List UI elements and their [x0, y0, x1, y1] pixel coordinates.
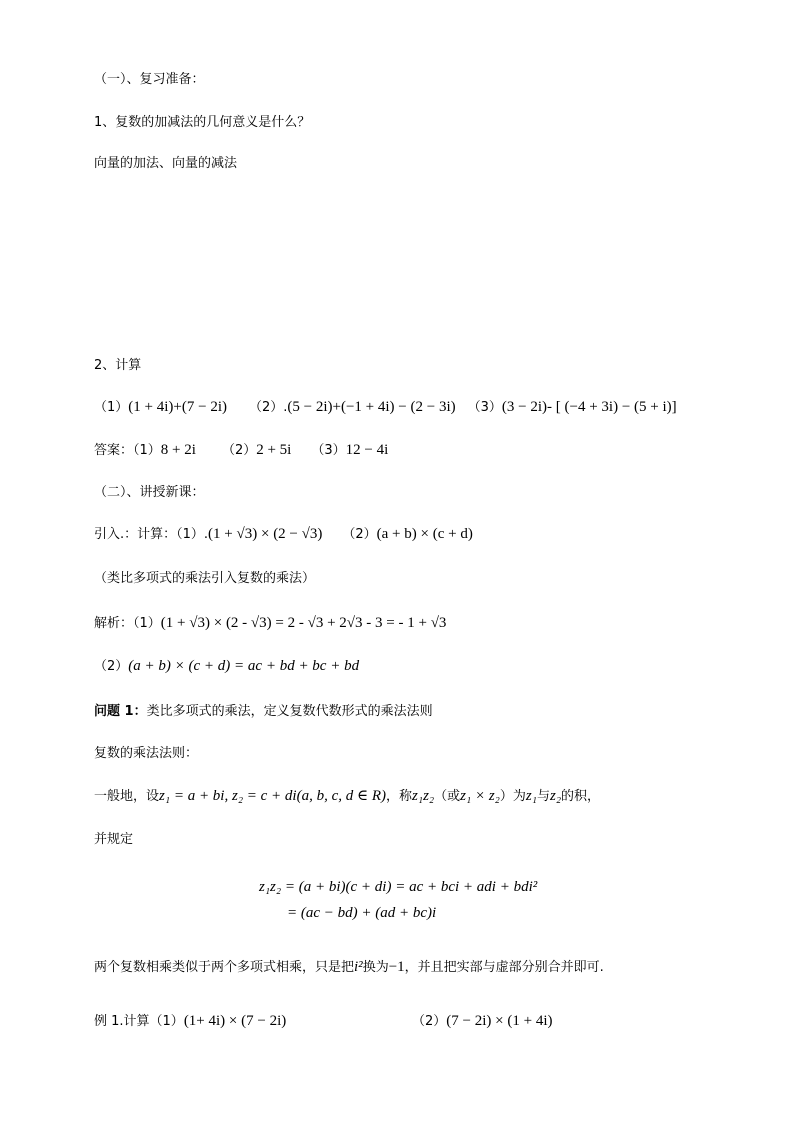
q2-item1-expr: (1 + 4i)+(7 − 2i): [128, 399, 227, 415]
rule-product-end: 的积，: [561, 789, 601, 804]
example1-expr1: (1+ 4i) × (7 − 2i): [183, 1013, 287, 1029]
summary-minus-one: −1: [388, 959, 405, 975]
intro-line: [94, 525, 473, 544]
problem1-text: 类比多项式的乘法，定义复数代数形式的乘法法则: [146, 704, 433, 719]
ans3-value: 12 − 4i: [345, 442, 389, 458]
q2-item2-expr: (5 − 2i)+(−1 + 4i) − (2 − 3i): [287, 399, 456, 415]
rule-product: z₁z₂: [412, 788, 435, 804]
sol2-expr: (a + b) × (c + d) = ac + bd + bc + bd: [128, 658, 360, 674]
review-heading: （一）、复习准备：: [94, 72, 205, 87]
ans1-value: 8 + 2i: [160, 442, 196, 458]
example1-label: 例 1.计算（1）: [94, 1014, 184, 1029]
rule-or-close: ）为: [499, 789, 526, 804]
intro-item1-expr: (1 + √3) × (2 − √3): [208, 526, 323, 542]
rule-summary: [94, 958, 604, 977]
rule-or-open: （或: [434, 789, 461, 804]
rule-called: ，称: [386, 789, 413, 804]
sol2-label: （2）: [94, 659, 129, 674]
example1-label2: （2）: [412, 1014, 447, 1029]
answers-label: 答案：: [94, 443, 134, 458]
rule-stipulate: 并规定: [94, 832, 134, 847]
summary-i-squared: i²: [354, 959, 363, 975]
summary-start: 两个复数相乘类似于两个多项式相乘，只是把: [94, 960, 355, 975]
rule-heading: 复数的乘法法则：: [94, 746, 199, 761]
example1-item2: [412, 1012, 552, 1031]
ans2-label: （2）: [221, 443, 257, 458]
solution-line2: [94, 657, 359, 676]
rule-z2: z₂: [549, 788, 562, 804]
q1-question: 1、复数的加减法的几何意义是什么？: [94, 115, 311, 130]
q1-answer: 向量的加法、向量的减法: [94, 156, 238, 171]
ans3-label: （3）: [311, 443, 346, 458]
problem1-label: 问题 1：: [94, 704, 147, 719]
rule-z1: z₁: [525, 788, 537, 804]
intro-note: （类比多项式的乘法引入复数的乘法）: [94, 571, 316, 586]
formula-line1: z₁z₂ = (a + bi)(c + di) = ac + bci + adi + bdi²: [259, 879, 538, 895]
rule-definition-line: [94, 787, 600, 806]
q2-item3-expr: (3 − 2i)- [ (−4 + 3i) − (5 + i)]: [501, 399, 677, 415]
q2-heading: 2、计算: [94, 358, 142, 373]
q2-item1-label: （1）: [94, 400, 129, 415]
formula-line2: = (ac − bd) + (ad + bc)i: [287, 905, 437, 921]
rule-definition-expr: z₁ = a + bi, z₂ = c + di(a, b, c, d ∈ R): [159, 788, 387, 804]
ans2-value: 2 + 5i: [256, 442, 292, 458]
intro-item2-label: （2）: [342, 527, 377, 542]
rule-product-alt: z₁ × z₂: [460, 788, 500, 804]
q2-items: [94, 398, 677, 417]
ans1-label: （1）: [133, 443, 161, 458]
summary-end: ，并且把实部与虚部分别合并即可.: [404, 960, 604, 975]
q2-item3-label: （3）: [467, 400, 502, 415]
example1-item1: [94, 1012, 286, 1031]
rule-and: 与: [536, 789, 550, 804]
rule-prefix: 一般地，设: [94, 789, 160, 804]
sol1-expr: (1 + √3) × (2 - √3) = 2 - √3 + 2√3 - 3 = - 1 + √3: [160, 615, 447, 631]
q2-item2-label: （2）.: [248, 400, 288, 415]
intro-item2-expr: (a + b) × (c + d): [376, 526, 473, 542]
sol1-label: （1）: [133, 616, 161, 631]
q2-answers: [94, 441, 388, 460]
example1-expr2: (7 − 2i) × (1 + 4i): [446, 1013, 553, 1029]
intro-item1-label: （1）.: [176, 527, 209, 542]
solution-label: 解析：: [94, 616, 134, 631]
problem1: [94, 703, 433, 721]
intro-label: 引入.：计算：: [94, 527, 177, 542]
summary-mid: 换为: [362, 960, 389, 975]
solution-line1: [94, 614, 446, 633]
lecture-heading: （二）、讲授新课：: [94, 485, 205, 500]
